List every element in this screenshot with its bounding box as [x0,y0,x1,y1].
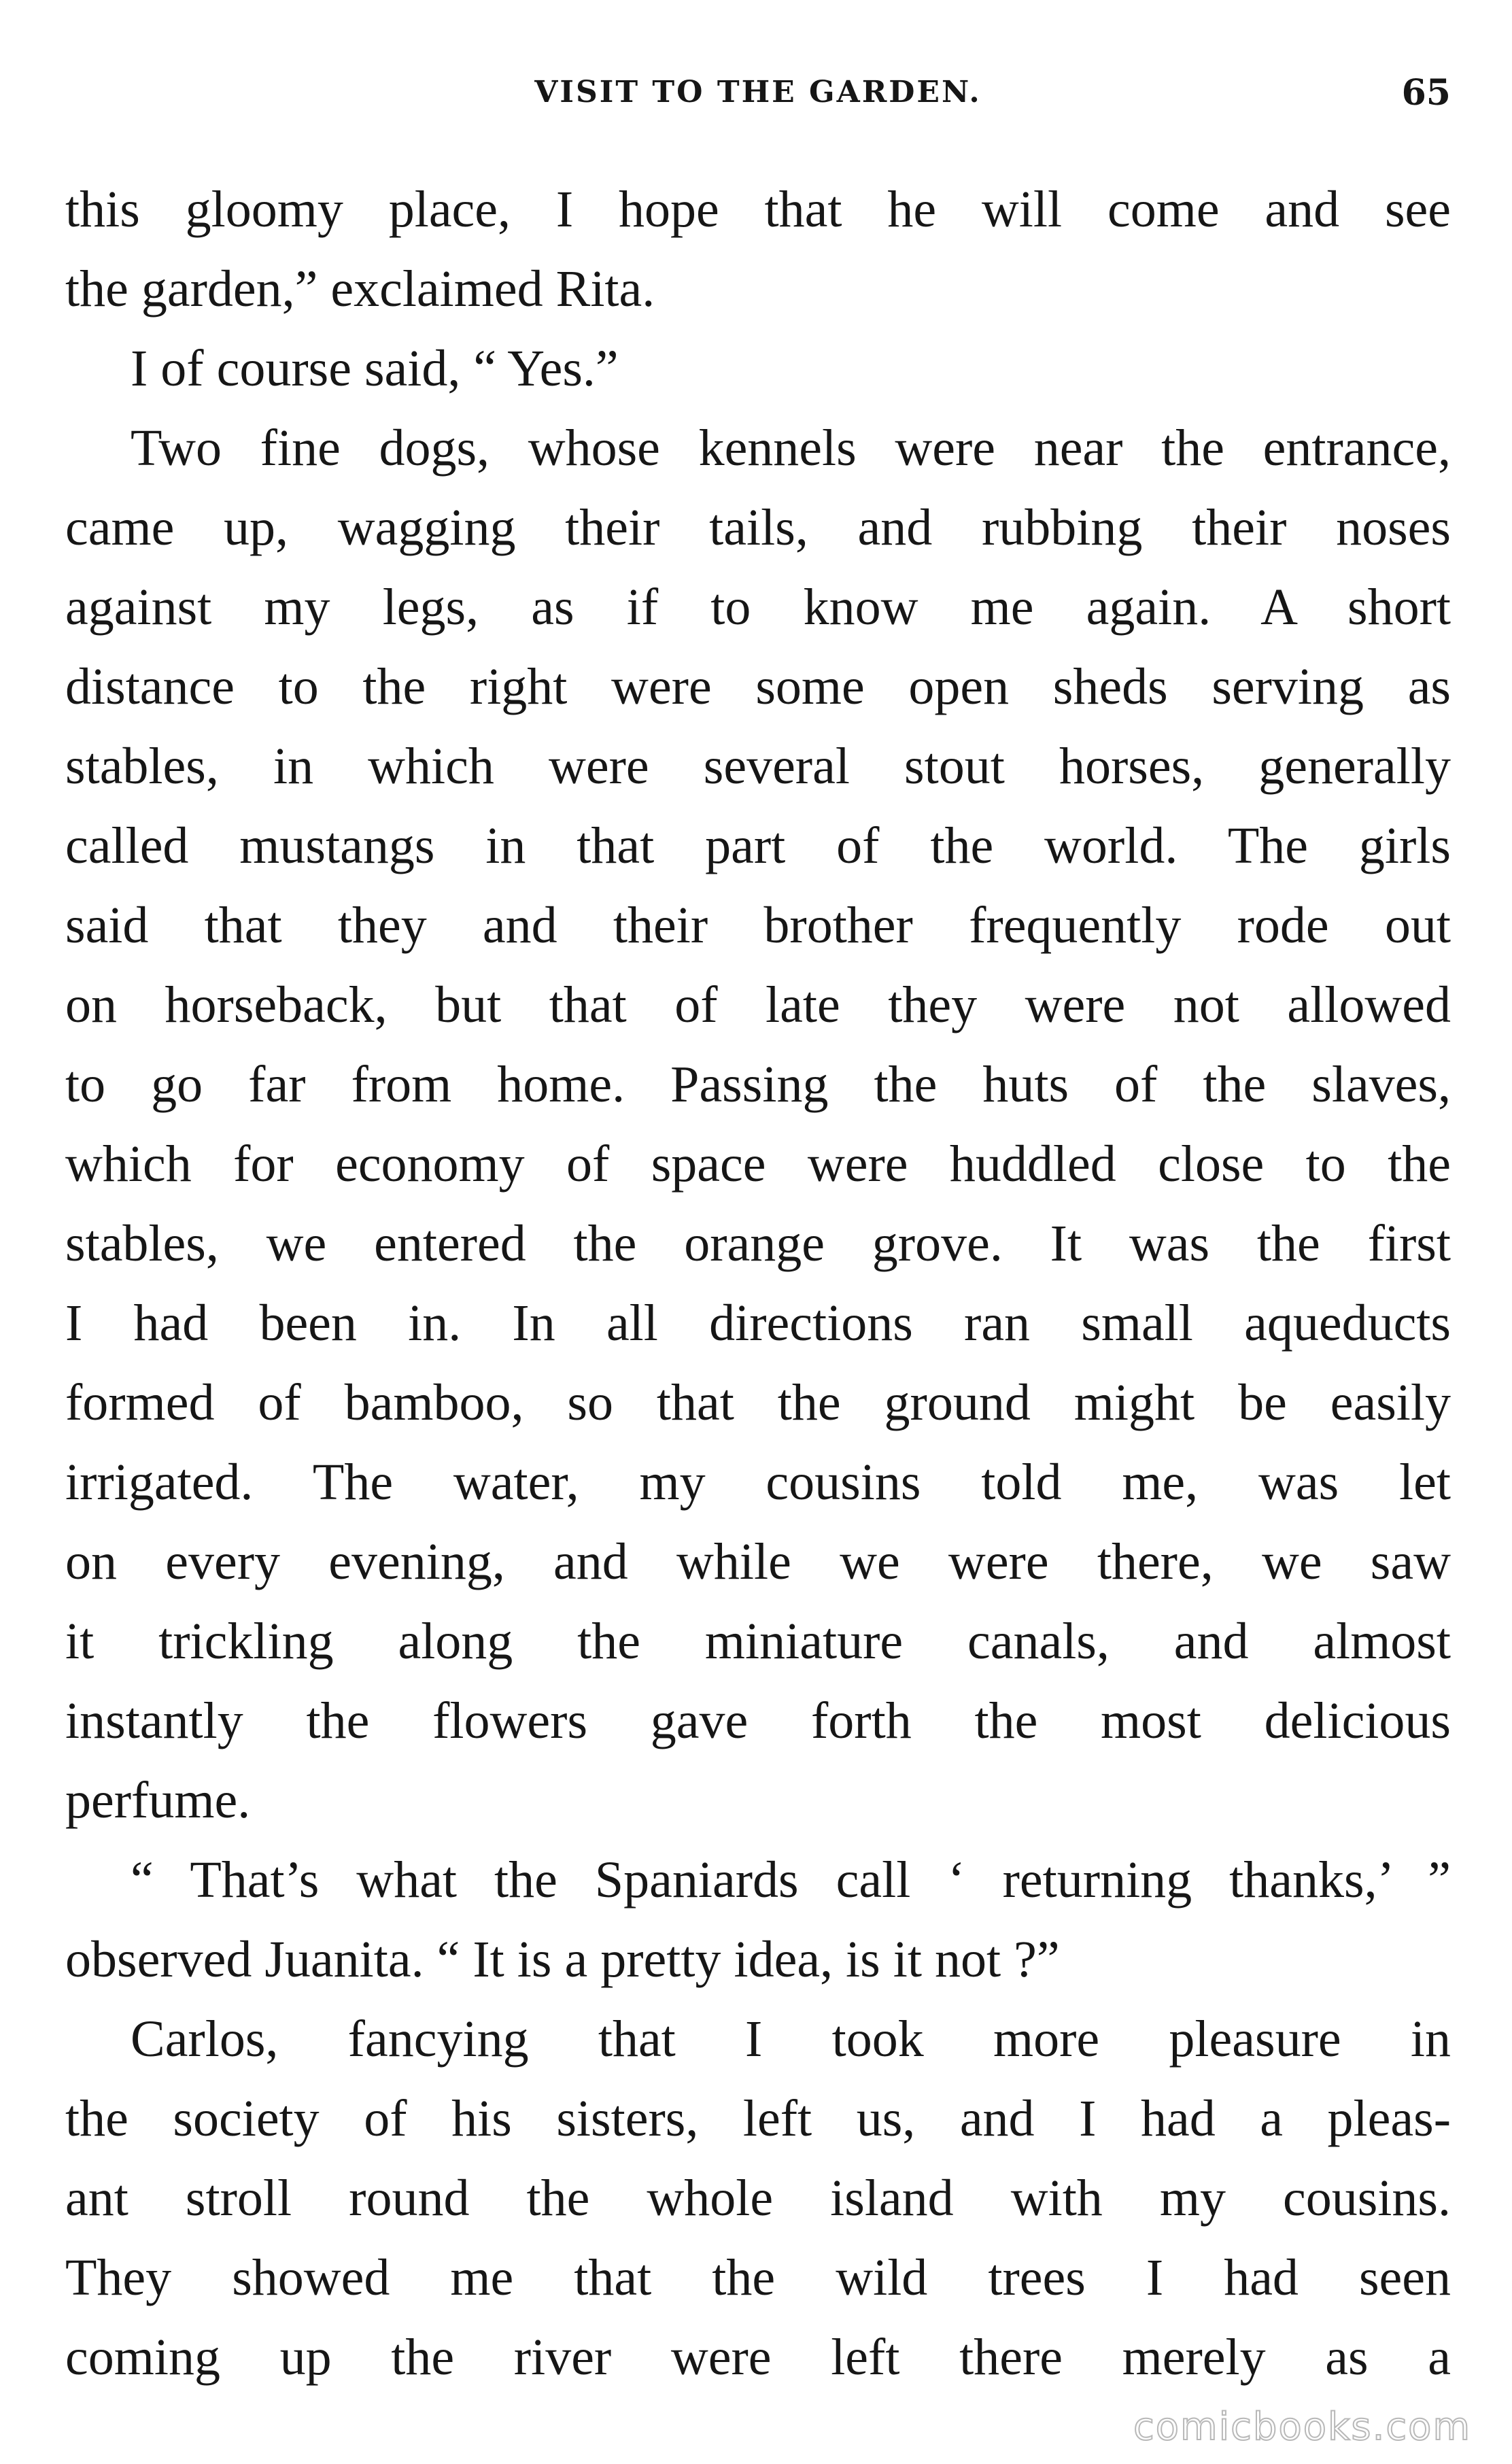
text-line: on every evening, and while we were there, we saw [65,1533,1451,1590]
watermark: comicbooks.com [1133,2405,1471,2449]
text-line: stables, we entered the orange grove. It was the first [65,1215,1451,1272]
text-line: against my legs, as if to know me again. A short [65,579,1451,636]
text-line: the society of his sisters, left us, and I had a pleas- [65,2090,1451,2147]
text-line: this gloomy place, I hope that he will come and see [65,181,1451,238]
running-head [65,72,1451,129]
text-line: irrigated. The water, my cousins told me, was let [65,1454,1451,1511]
text-line: formed of bamboo, so that the ground might be easily [65,1374,1451,1431]
body-text [65,170,1451,2397]
text-line: Carlos, fancying that I took more pleasure in [131,2010,1451,2068]
text-line: came up, wagging their tails, and rubbing their noses [65,499,1451,556]
page-number: 65 [1401,72,1451,114]
text-line: to go far from home. Passing the huts of the slaves, [65,1056,1451,1113]
text-line: “ That’s what the Spaniards call ‘ returning thanks,’ ” [131,1851,1451,1909]
text-line: I had been in. In all directions ran small aqueducts [65,1295,1451,1352]
text-line: called mustangs in that part of the world. The girls [65,817,1451,874]
text-line: it trickling along the miniature canals, and almost [65,1613,1451,1670]
text-line: the garden,” exclaimed Rita. [65,260,655,318]
text-line: Two fine dogs, whose kennels were near the entrance, [131,420,1451,477]
text-line: stables, in which were several stout horses, generally [65,738,1451,795]
text-line: distance to the right were some open sheds serving as [65,658,1451,715]
text-line: observed Juanita. “ It is a pretty idea, is it not ?” [65,1931,1060,1988]
text-line: coming up the river were left there merely as a [65,2329,1451,2386]
text-line: which for economy of space were huddled close to the [65,1135,1451,1193]
text-line: said that they and their brother frequently rode out [65,897,1451,954]
running-title: VISIT TO THE GARDEN. [534,75,982,109]
text-line: ant stroll round the whole island with my cousins. [65,2170,1451,2227]
text-line: They showed me that the wild trees I had seen [65,2249,1451,2306]
text-line: I of course said, “ Yes.” [131,340,619,397]
text-line: perfume. [65,1772,251,1829]
text-line: on horseback, but that of late they were not allowed [65,976,1451,1033]
text-line: instantly the flowers gave forth the most delicious [65,1692,1451,1749]
